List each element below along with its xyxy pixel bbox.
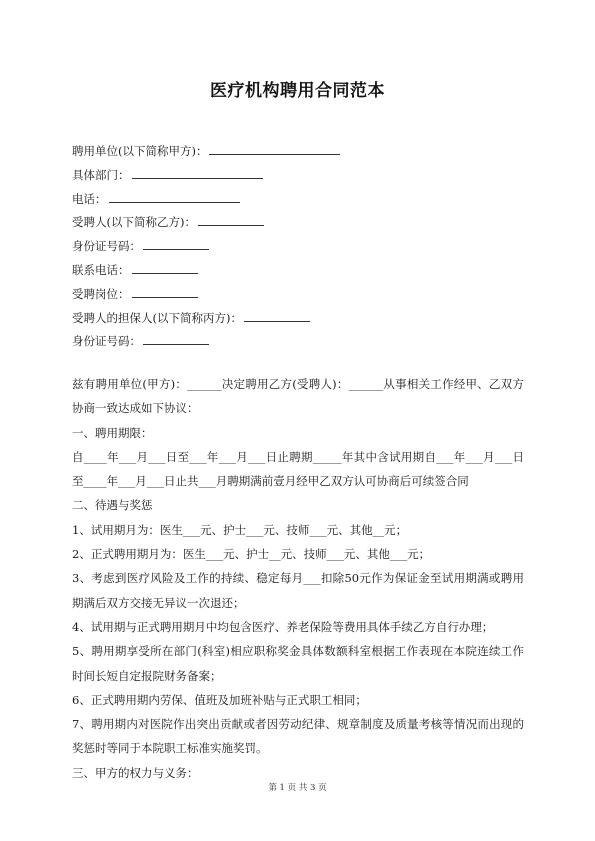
field-id-number-label: 身份证号码： bbox=[72, 239, 141, 253]
field-id-number-blank[interactable] bbox=[143, 238, 209, 250]
field-department bbox=[72, 167, 263, 182]
field-contact-phone-blank[interactable] bbox=[132, 262, 198, 274]
field-guarantor-id-number bbox=[72, 333, 209, 348]
field-guarantor-id-number-blank[interactable] bbox=[143, 333, 209, 345]
field-employer-label: 聘用单位(以下简称甲方)： bbox=[72, 144, 208, 158]
section-2-heading: 二、待遇与奖惩 bbox=[72, 498, 153, 513]
field-contact-phone bbox=[72, 262, 198, 277]
field-contact-phone-label: 联系电话： bbox=[72, 263, 130, 277]
document-title: 医疗机构聘用合同范本 bbox=[210, 81, 385, 101]
section-2-item-4: 4、试用期与正式聘用期月中均包含医疗、养老保险等费用具体手续乙方自行办理； bbox=[72, 619, 494, 634]
section-1-text: 自____年___月___日至___年___月___日止聘期_____年其中含试用期自___年___月___日至____年___月___日止共___月聘期满前壹月经甲乙双方认可协商后可续签合同 bbox=[72, 449, 524, 489]
field-guarantor bbox=[72, 310, 310, 325]
field-guarantor-blank[interactable] bbox=[244, 310, 310, 322]
field-employee-blank[interactable] bbox=[198, 214, 264, 226]
field-guarantor-label: 受聘人的担保人(以下简称丙方)： bbox=[72, 311, 242, 325]
section-2-item-3: 3、考虑到医疗风险及工作的持续、稳定每月___扣除50元作为保证金至试用期满或聘用期满后双方交接无异议一次退还； bbox=[72, 571, 524, 610]
section-2-item-1: 1、试用期月为：医生___元、护士___元、技师___元、其他__元； bbox=[72, 522, 408, 537]
field-phone bbox=[72, 191, 240, 206]
field-employer-blank[interactable] bbox=[209, 143, 340, 155]
page-number: 第 1 页 共 3 页 bbox=[268, 783, 327, 793]
contract-body bbox=[72, 372, 524, 785]
section-3-heading: 三、甲方的权力与义务： bbox=[72, 765, 199, 780]
field-position bbox=[72, 286, 198, 301]
field-guarantor-id-number-label: 身份证号码： bbox=[72, 334, 141, 348]
section-2-item-2: 2、正式聘用期月为：医生___元、护士__元、技师___元、其他___元； bbox=[72, 547, 431, 562]
field-phone-label: 电话： bbox=[72, 192, 107, 206]
section-2-item-7: 7、聘用期内对医院作出突出贡献或者因劳动纪律、规章制度及质量考核等情况而出现的奖惩时等同于本院职工标准实施奖罚。 bbox=[72, 717, 524, 756]
section-2-item-6: 6、正式聘用期内劳保、值班及加班补贴与正式职工相同； bbox=[72, 692, 367, 707]
field-position-blank[interactable] bbox=[132, 286, 198, 298]
field-employee bbox=[72, 214, 264, 229]
field-department-label: 具体部门： bbox=[72, 168, 130, 182]
field-department-blank[interactable] bbox=[132, 167, 263, 179]
intro-paragraph: 兹有聘用单位(甲方)：______决定聘用乙方(受聘人)：______从事相关工作经甲、乙双方协商一致达成如下协议： bbox=[72, 377, 524, 416]
section-2-item-5: 5、聘用期享受所在部门(科室)相应职称奖金具体数额科室根据工作表现在本院连续工作时间长短自定报院财务备案； bbox=[72, 644, 524, 683]
field-employee-label: 受聘人(以下简称乙方)： bbox=[72, 215, 196, 229]
section-1-heading: 一、聘用期限： bbox=[72, 425, 153, 440]
field-phone-blank[interactable] bbox=[109, 191, 240, 203]
field-position-label: 受聘岗位： bbox=[72, 287, 130, 301]
field-id-number bbox=[72, 238, 209, 253]
field-employer bbox=[72, 143, 340, 158]
